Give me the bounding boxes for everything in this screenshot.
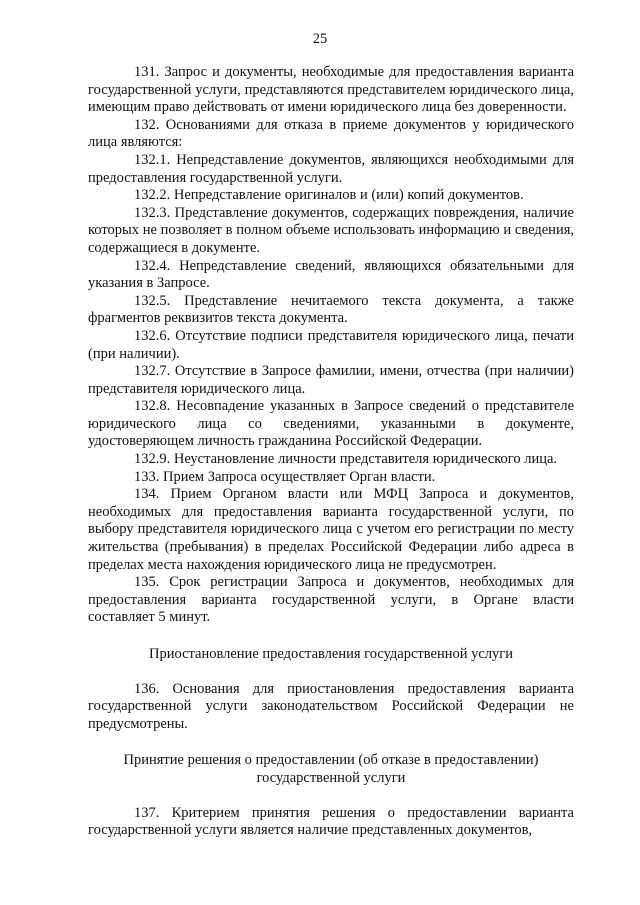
page-number: 25 <box>312 31 328 47</box>
section-heading-decision <box>88 752 574 787</box>
paragraph-132-4: 132.4. Непредставление сведений, являющихся обязательными для указания в Запросе. <box>88 257 574 292</box>
paragraph-134: 134. Прием Органом власти или МФЦ Запроса и документов, необходимых для предоставления варианта государственной услуги, по выбору представителя юридического лица с учетом его регистрации по месту жительства (пребывания) в пределах Российской Федерации либо адреса в пределах места нахождения юридического лица не предусмотрен. <box>88 486 574 573</box>
paragraph-132-9: 132.9. Неустановление личности представителя юридического лица. <box>134 451 558 468</box>
paragraph-132-6: 132.6. Отсутствие подписи представителя юридического лица, печати (при наличии). <box>88 327 574 362</box>
paragraph-132-1: 132.1. Непредставление документов, являющихся необходимыми для предоставления государственной услуги. <box>88 151 574 186</box>
spacer <box>88 664 574 681</box>
paragraph-132-5: 132.5. Представление нечитаемого текста документа, а также фрагментов реквизитов текста документа. <box>88 292 574 327</box>
spacer <box>88 627 574 646</box>
paragraph-137: 137. Критерием принятия решения о предоставлении варианта государственной услуги является наличие представленных документов, <box>88 804 574 839</box>
paragraph-132-7: 132.7. Отсутствие в Запросе фамилии, имени, отчества (при наличии) представителя юридического лица. <box>88 363 574 397</box>
paragraph-136: 136. Основания для приостановления предоставления варианта государственной услуги законодательством Российской Федерации не предусмотрены. <box>88 680 574 732</box>
paragraph-132: 132. Основаниями для отказа в приеме документов у юридического лица являются: <box>88 116 574 151</box>
paragraph-133: 133. Прием Запроса осуществляет Орган власти. <box>134 468 436 485</box>
paragraph-132-3: 132.3. Представление документов, содержащих повреждения, наличие которых не позволяет в полном объеме использовать информацию и сведения, содержащиеся в документе. <box>88 204 574 256</box>
section-heading-decision-line2: государственной услуги <box>256 769 406 786</box>
document-body <box>88 64 574 840</box>
spacer <box>88 788 574 805</box>
paragraph-131: 131. Запрос и документы, необходимые для предоставления варианта государственной услуги, представляются представителем юридического лица, имеющим право действовать от имени юридического лица без доверенности. <box>88 64 574 116</box>
spacer <box>88 733 574 752</box>
section-heading-decision-line1: Принятие решения о предоставлении (об отказе в предоставлении) <box>123 752 539 769</box>
paragraph-132-8: 132.8. Несовпадение указанных в Запросе сведений о представителе юридического лица со сведениями, указанными в документе, удостоверяющем личность гражданина Российской Федерации. <box>88 398 574 450</box>
paragraph-135: 135. Срок регистрации Запроса и документов, необходимых для предоставления варианта государственной услуги, в Органе власти составляет 5 минут. <box>88 574 574 626</box>
paragraph-132-2: 132.2. Непредставление оригиналов и (или) копий документов. <box>134 187 524 204</box>
section-heading-suspension-text: Приостановление предоставления государственной услуги <box>148 646 513 662</box>
section-heading-suspension <box>88 646 574 664</box>
